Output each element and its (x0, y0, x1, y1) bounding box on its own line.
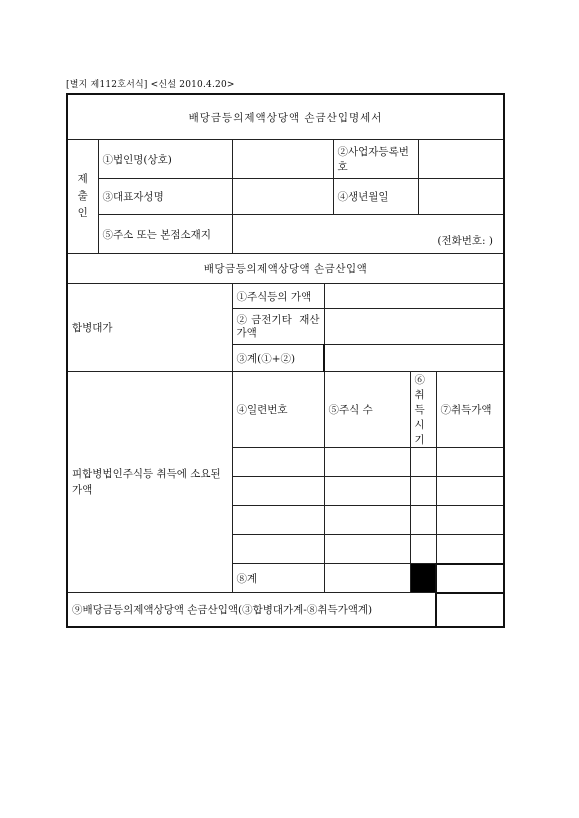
form-title: 배당금등의제액상당액 손금산입명세서 (67, 94, 504, 140)
section-title: 배당금등의제액상당액 손금산입액 (67, 254, 504, 284)
submitter-label: 제 출 인 (67, 140, 98, 254)
birth-field[interactable] (418, 179, 504, 215)
corp-name-field[interactable] (232, 140, 333, 179)
serial-no-cell[interactable] (232, 535, 324, 564)
serial-no-cell[interactable] (232, 477, 324, 506)
shares-header: ⑤주식 수 (324, 372, 410, 448)
address-label: ⑤주소 또는 본점소재지 (98, 215, 232, 254)
address-field[interactable] (232, 215, 504, 254)
deduction-amount-field[interactable] (436, 593, 504, 627)
shares-total-cell[interactable] (324, 564, 410, 593)
stock-value-field[interactable] (324, 284, 504, 309)
serial-no-cell[interactable] (232, 506, 324, 535)
acquire-date-cell[interactable] (410, 506, 436, 535)
acquire-price-cell[interactable] (436, 448, 504, 477)
serial-no-header: ④일련번호 (232, 372, 324, 448)
serial-no-cell[interactable] (232, 448, 324, 477)
merger-consideration-label: 합병대가 (67, 284, 232, 372)
stock-value-label: ①주식등의 가액 (232, 284, 324, 309)
acquisition-label: 피합병법인주식등 취득에 소요된 가액 (67, 372, 232, 593)
blacked-out-cell (410, 564, 436, 593)
acquire-price-header: ⑦취득가액 (436, 372, 504, 448)
acquire-price-cell[interactable] (436, 477, 504, 506)
rep-name-field[interactable] (232, 179, 333, 215)
shares-cell[interactable] (324, 506, 410, 535)
shares-cell[interactable] (324, 535, 410, 564)
form-caption: [별지 제112호서식] <신설 2010.4.20> (66, 80, 235, 90)
cash-property-label: ②금전기타 재산가액 (232, 309, 324, 345)
shares-cell[interactable] (324, 477, 410, 506)
cash-property-field[interactable] (324, 309, 504, 345)
acquire-price-cell[interactable] (436, 535, 504, 564)
acquire-date-header: ⑥취득시기 (410, 372, 436, 448)
birth-label: ④생년월일 (333, 179, 418, 215)
consideration-total-label: ③계(①+②) (232, 345, 324, 372)
acquisition-total-label: ⑧계 (232, 564, 324, 593)
acquire-price-total-cell[interactable] (436, 564, 504, 593)
acquire-date-cell[interactable] (410, 477, 436, 506)
biz-no-label: ②사업자등록번호 (333, 140, 418, 179)
shares-cell[interactable] (324, 448, 410, 477)
rep-name-label: ③대표자성명 (98, 179, 232, 215)
corp-name-label: ①법인명(상호) (98, 140, 232, 179)
phone-label: (전화번호: ) (437, 235, 494, 247)
consideration-total-field[interactable] (324, 345, 504, 372)
acquire-price-cell[interactable] (436, 506, 504, 535)
form-table (66, 93, 505, 628)
deduction-form (66, 93, 503, 616)
acquire-date-cell[interactable] (410, 535, 436, 564)
biz-no-field[interactable] (418, 140, 504, 179)
acquire-date-cell[interactable] (410, 448, 436, 477)
deduction-amount-label: ⑨배당금등의제액상당액 손금산입액(③합병대가계-⑧취득가액계) (67, 593, 436, 627)
